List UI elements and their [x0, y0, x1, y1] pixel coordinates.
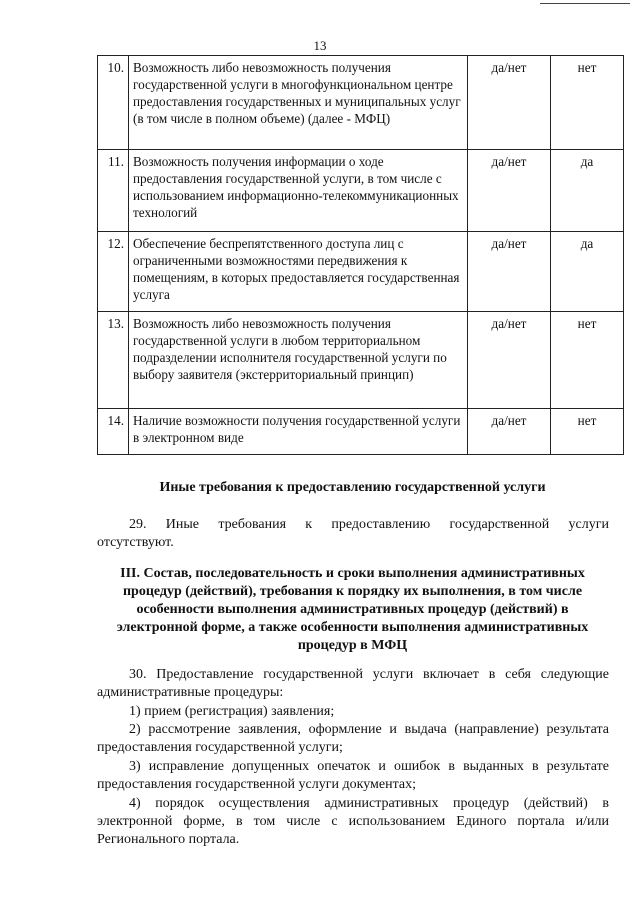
paragraph-29-line2: отсутствуют.: [97, 535, 174, 550]
row-normative-value: да/нет: [468, 56, 551, 150]
indicators-table: [97, 55, 624, 455]
heading-line: процедур в МФЦ: [297, 638, 408, 653]
table-row: [98, 409, 624, 455]
section-heading-iii: [100, 565, 605, 655]
row-number: 14.: [98, 409, 129, 455]
row-actual-value: нет: [551, 409, 624, 455]
row-actual-value: нет: [551, 312, 624, 409]
row-normative-value: да/нет: [468, 409, 551, 455]
row-actual-value: да: [551, 232, 624, 312]
paragraph-30: 30. Предоставление государственной услуги включает в себя следующие административные процедуры:: [97, 667, 609, 700]
row-normative-value: да/нет: [468, 312, 551, 409]
heading-line: процедур (действий), требования к порядку их выполнения, в том числе: [122, 584, 583, 599]
list-item: 4) порядок осуществления административных процедур (действий) в электронной форме, в том числе с использованием Единого портала и/или Регионального портала.: [97, 796, 609, 847]
list-item: 2) рассмотрение заявления, оформление и выдача (направление) результата предоставления государственной услуги;: [97, 722, 609, 755]
row-actual-value: да: [551, 150, 624, 232]
row-indicator: Возможность получения информации о ходе предоставления государственной услуги, в том числе с использованием информационно-телекоммуникационных технологий: [129, 150, 468, 232]
heading-line: электронной форме, а также особенности выполнения административных: [116, 620, 589, 635]
table-row: [98, 232, 624, 312]
table-row: [98, 312, 624, 409]
list-item: 1) прием (регистрация) заявления;: [129, 704, 335, 719]
row-actual-value: нет: [551, 56, 624, 150]
heading-line: особенности выполнения административных процедур (действий) в: [136, 602, 569, 617]
page-number: 13: [313, 38, 327, 53]
table-row: [98, 56, 624, 150]
corner-mark: [540, 3, 630, 4]
row-normative-value: да/нет: [468, 232, 551, 312]
row-indicator: Наличие возможности получения государственной услуги в электронном виде: [129, 409, 468, 455]
row-indicator: Возможность либо невозможность получения государственной услуги в любом территориальном подразделении исполнителя государственной услуги по выбору заявителя (экстерриториальный принцип): [129, 312, 468, 409]
row-number: 10.: [98, 56, 129, 150]
row-normative-value: да/нет: [468, 150, 551, 232]
table-row: [98, 150, 624, 232]
row-number: 13.: [98, 312, 129, 409]
section-heading-other-requirements: Иные требования к предоставлению государственной услуги: [159, 480, 546, 495]
heading-line: III. Состав, последовательность и сроки выполнения административных: [120, 566, 585, 581]
row-number: 12.: [98, 232, 129, 312]
list-item: 3) исправление допущенных опечаток и ошибок в выданных в результате предоставления государственной услуги документах;: [97, 759, 609, 792]
paragraph-29-line1: 29. Иные требования к предоставлению государственной услуги: [129, 517, 609, 532]
row-indicator: Возможность либо невозможность получения государственной услуги в многофункциональном центре предоставления государственных и муниципальных услуг (в том числе в полном объеме) (далее - МФЦ): [129, 56, 468, 150]
row-number: 11.: [98, 150, 129, 232]
row-indicator: Обеспечение беспрепятственного доступа лиц с ограниченными возможностями передвижения к помещениям, в которых предоставляется государственная услуга: [129, 232, 468, 312]
